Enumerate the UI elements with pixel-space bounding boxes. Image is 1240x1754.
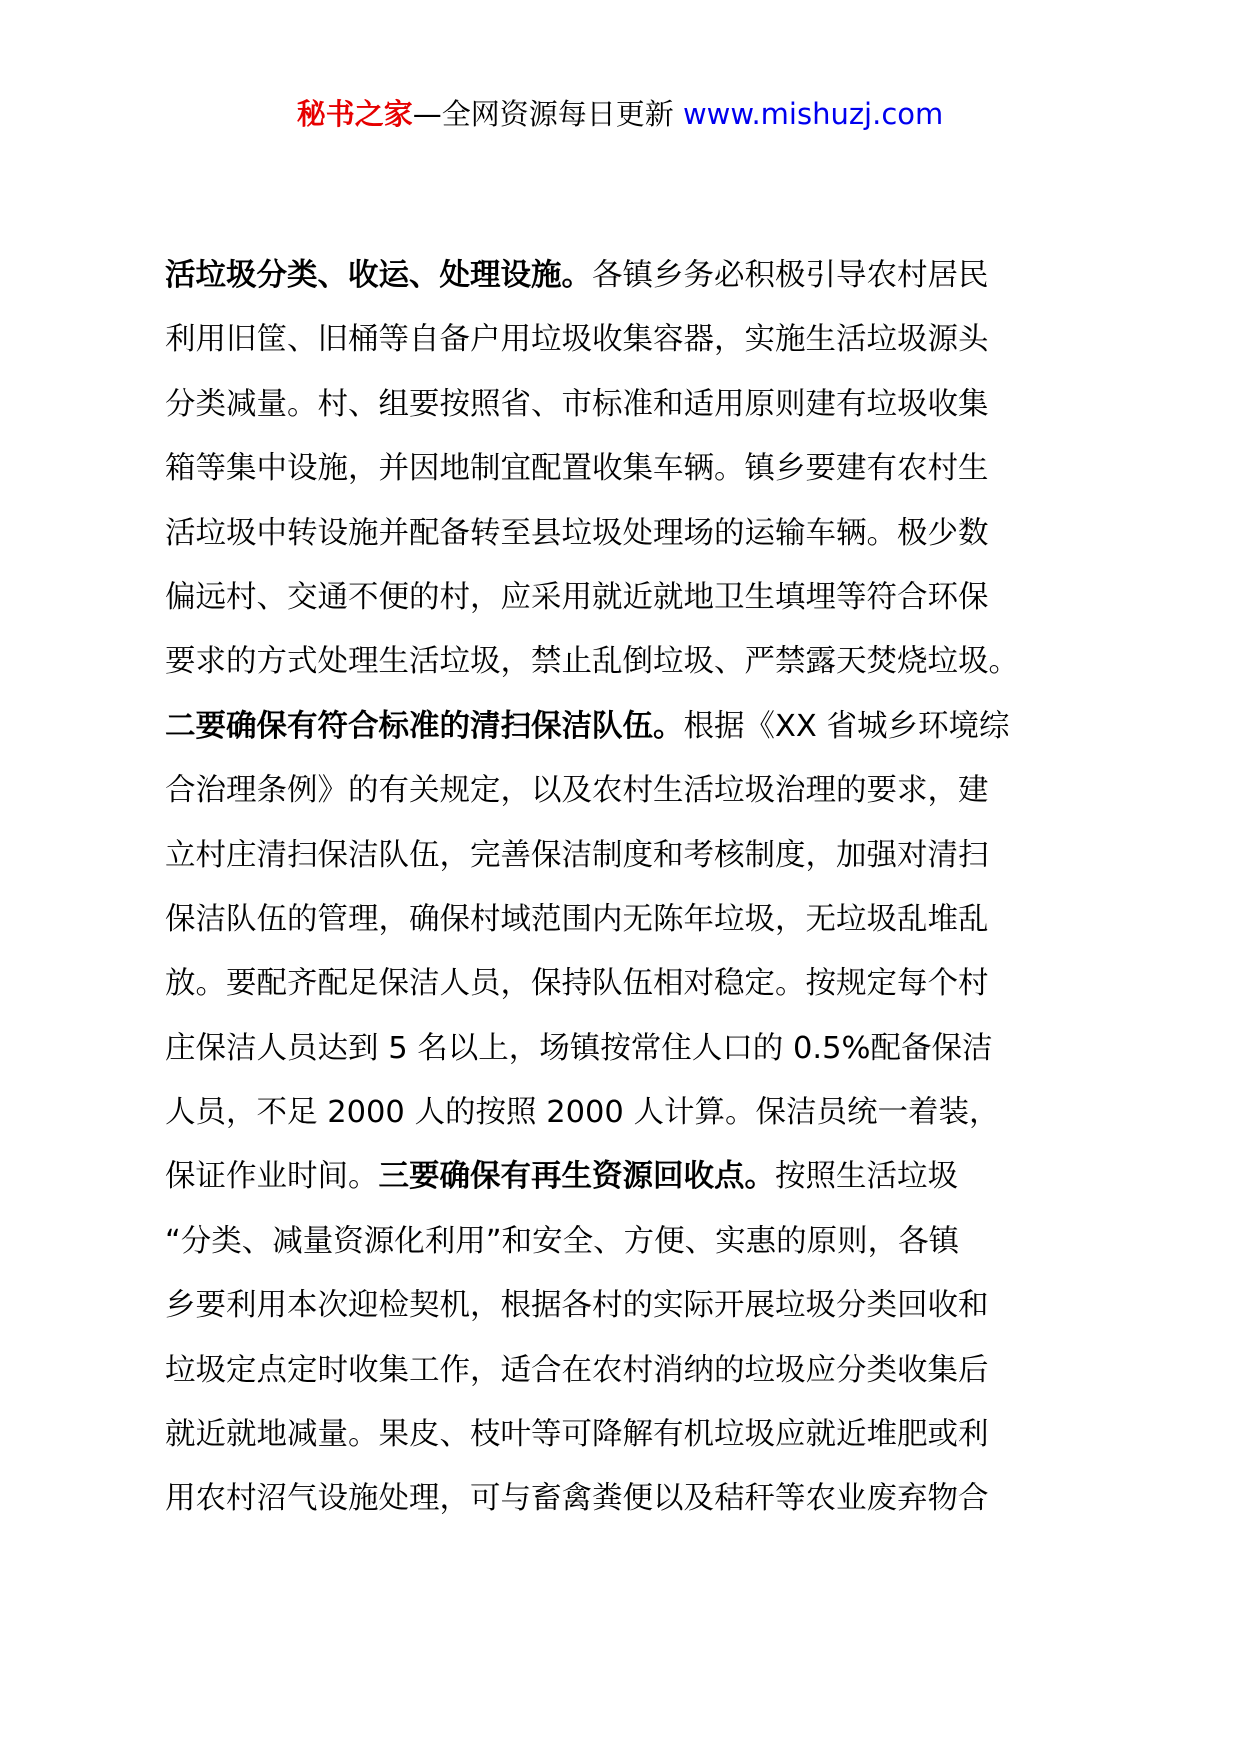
body-text: 活垃圾中转设施并配备转至县垃圾处理场的运输车辆。极少数	[165, 515, 989, 551]
text-line	[165, 888, 1085, 952]
text-line	[165, 952, 1085, 1016]
text-line	[165, 1467, 1085, 1531]
bold-heading: 活垃圾分类、收运、处理设施。	[165, 258, 592, 293]
body-text: 根据《XX 省城乡环境综	[683, 708, 1010, 744]
brand-name: 秘书之家	[296, 97, 413, 131]
text-line	[165, 630, 1085, 694]
body-text: 乡要利用本次迎检契机，根据各村的实际开展垃圾分类回收和	[165, 1288, 989, 1324]
text-line	[165, 1145, 1085, 1209]
text-line	[165, 566, 1085, 630]
body-text: 立村庄清扫保洁队伍，完善保洁制度和考核制度，加强对清扫	[165, 837, 989, 873]
body-text: 合治理条例》的有关规定，以及农村生活垃圾治理的要求，建	[165, 773, 989, 809]
body-text: 庄保洁人员达到 5 名以上，场镇按常住人口的 0.5%配备保洁	[165, 1030, 993, 1066]
body-text: 利用旧筐、旧桶等自备户用垃圾收集容器，实施生活垃圾源头	[165, 322, 989, 358]
text-line	[165, 1339, 1085, 1403]
text-line	[165, 1081, 1085, 1145]
text-line	[165, 373, 1085, 437]
body-text: 保证作业时间。	[165, 1159, 379, 1195]
body-text: 垃圾定点定时收集工作，适合在农村消纳的垃圾应分类收集后	[165, 1352, 989, 1388]
text-line	[165, 1274, 1085, 1338]
text-line	[165, 695, 1085, 759]
page-header	[0, 94, 1240, 134]
body-text: 按照生活垃圾	[775, 1159, 958, 1195]
body-text: 分类减量。村、组要按照省、市标准和适用原则建有垃圾收集	[165, 386, 989, 422]
body-text: 各镇乡务必积极引导农村居民	[592, 258, 989, 293]
body-text: 人员，不足 2000 人的按照 2000 人计算。保洁员统一着装，	[165, 1095, 1000, 1131]
bold-heading: 三要确保有再生资源回收点。	[378, 1159, 775, 1195]
bold-heading: 二要确保有符合标准的清扫保洁队伍。	[165, 708, 684, 744]
body-text: 用农村沼气设施处理，可与畜禽粪便以及秸秆等农业废弃物合	[165, 1481, 989, 1517]
body-text: 放。要配齐配足保洁人员，保持队伍相对稳定。按规定每个村	[165, 966, 989, 1002]
body-text: 就近就地减量。果皮、枝叶等可降解有机垃圾应就近堆肥或利	[165, 1417, 989, 1453]
text-line	[165, 244, 1085, 308]
text-line	[165, 437, 1085, 501]
body-text: 偏远村、交通不便的村，应采用就近就地卫生填埋等符合环保	[165, 579, 989, 615]
text-line	[165, 502, 1085, 566]
text-line	[165, 308, 1085, 372]
header-tagline: —全网资源每日更新	[412, 97, 674, 131]
text-line	[165, 1403, 1085, 1467]
body-text: 要求的方式处理生活垃圾，禁止乱倒垃圾、严禁露天焚烧垃圾。	[165, 644, 1019, 680]
document-body	[165, 244, 1085, 1532]
text-line	[165, 759, 1085, 823]
body-text: 保洁队伍的管理，确保村域范围内无陈年垃圾，无垃圾乱堆乱	[165, 901, 989, 937]
text-line	[165, 1017, 1085, 1081]
text-line	[165, 1210, 1085, 1274]
body-text: “分类、减量资源化利用”和安全、方便、实惠的原则，各镇	[165, 1223, 960, 1259]
body-text: 箱等集中设施，并因地制宜配置收集车辆。镇乡要建有农村生	[165, 451, 989, 487]
text-line	[165, 824, 1085, 888]
site-url-link[interactable]: www.mishuzj.com	[682, 97, 944, 131]
